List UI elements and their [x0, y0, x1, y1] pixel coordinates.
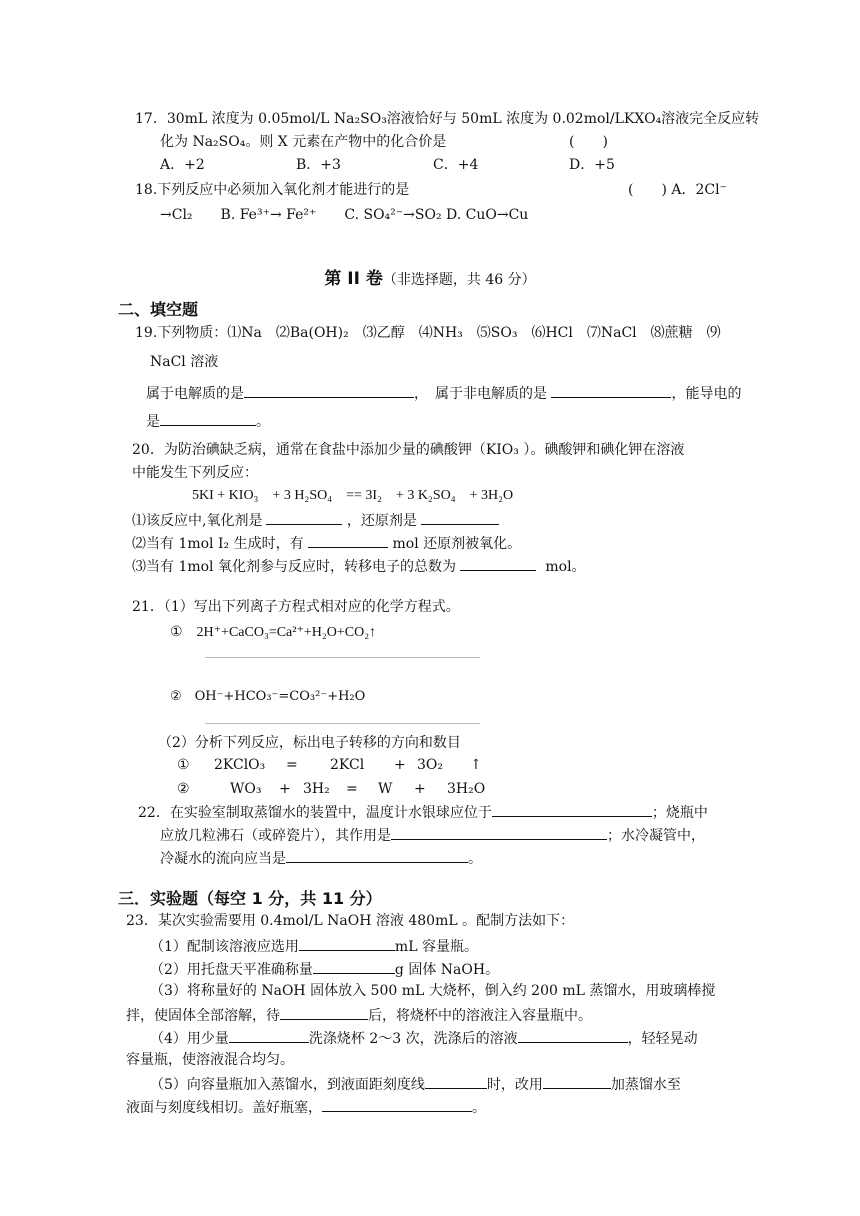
q23-dropper-blank[interactable] — [543, 1074, 611, 1089]
q23-step3-label: 拌，使固体全部溶解，待 — [126, 1008, 280, 1024]
q21-r1-product2: 3O₂ — [417, 757, 443, 773]
q18-line2: →Cl₂ B. Fe³⁺→ Fe²⁺ C. SO₄²⁻→SO₂ D. CuO→Cu — [160, 207, 529, 223]
q23-step5-mid: 时，改用 — [486, 1077, 543, 1093]
q21-line1: 21．（1）写出下列离子方程式相对应的化学方程式。 — [132, 599, 460, 615]
q23-step5-line2-label: 液面与刻度线相切。盖好瓶塞， — [126, 1100, 322, 1116]
q23-line1: 23．某次实验需要用 0.4mol/L NaOH 溶液 480mL 。配制方法如下： — [126, 913, 575, 929]
q20-sub1 — [132, 510, 499, 530]
q20-reductant-label: ，还原剂是 — [346, 513, 417, 529]
q17-option-d: D．+5 — [569, 157, 615, 173]
q20-reductant-blank[interactable] — [421, 510, 499, 525]
q19-electrolyte-blank[interactable] — [244, 383, 414, 398]
q21-r2-plus2: + — [414, 781, 426, 797]
q21-r2-num: ② — [177, 781, 190, 797]
q21-r2-plus1: + — [279, 781, 291, 797]
q19-line4-end: 。 — [256, 414, 270, 430]
q20-oxidant-label: ⑴该反应中,氧化剂是 — [132, 513, 263, 529]
q19-line3 — [146, 383, 741, 403]
q21-r2-product1: W — [378, 781, 393, 797]
q22-boiling-chips-label: 应放几粒沸石（或碎瓷片），其作用是 — [160, 828, 391, 844]
q21-r2-reactant1: WO₃ — [230, 781, 262, 797]
q21-r1-equals: = — [286, 757, 298, 773]
q22-thermometer-label: 22．在实验室制取蒸馏水的装置中，温度计水银球应位于 — [138, 805, 492, 821]
q23-final-step-blank[interactable] — [322, 1097, 472, 1112]
q20-sub3 — [132, 556, 586, 576]
q21-eq2: ② OH⁻+HCO₃⁻=CO₃²⁻+H₂O — [170, 689, 366, 704]
part2-title-sub: （非选择题，共 46 分） — [382, 272, 536, 288]
q21-answer-line-1[interactable] — [205, 657, 480, 658]
q17-option-b: B．+3 — [296, 157, 341, 173]
q23-step4-end: ，轻轻晃动 — [627, 1031, 698, 1047]
q19-line2: NaCl 溶液 — [150, 354, 219, 370]
q23-distance-blank[interactable] — [425, 1074, 487, 1089]
q20-sub2 — [132, 533, 521, 553]
q23-step5-line2 — [126, 1097, 486, 1117]
q23-step1-label: （1）配制该溶液应选用 — [150, 939, 299, 955]
q23-step2-label: （2）用托盘天平准确称量 — [150, 962, 313, 978]
q23-step2-end: g 固体 NaOH。 — [394, 962, 500, 978]
q17-bracket: ( ) — [569, 134, 608, 150]
q23-step4-label: （4）用少量 — [150, 1031, 229, 1047]
q23-step3-line1: （3）将称量好的 NaOH 固体放入 500 mL 大烧杯，倒入约 200 mL 蒸馏水，用玻璃棒搅 — [150, 983, 716, 999]
q19-conductive-label: ，能导电的 — [671, 386, 742, 402]
q20-equation: 5KI + KIO₃ + 3 H₂SO₄ == 3I₂ + 3 K₂SO₄ + 3H₂O — [192, 488, 514, 503]
q20-line1: 20．为防治碘缺乏病，通常在食盐中添加少量的碘酸钾（KIO₃ ）。碘酸钾和碘化钾在溶液 — [132, 442, 685, 458]
q22-line2-end: ；水冷凝管中， — [607, 828, 705, 844]
q17-line2: 化为 Na₂SO₄。则 X 元素在产物中的化合价是 — [160, 134, 447, 150]
q19-line1: 19.下列物质：⑴Na ⑵Ba(OH)₂ ⑶乙醇 ⑷NH₃ ⑸SO₃ ⑹HCl ⑺NaCl ⑻蔗糖 ⑼ — [135, 325, 721, 341]
q23-wash-liquid-blank[interactable] — [229, 1028, 309, 1043]
q22-flow-label: 冷凝水的流向应当是 — [160, 851, 286, 867]
q18-line1: 18.下列反应中必须加入氧化剂才能进行的是 — [135, 182, 410, 198]
q23-step4-mid: 洗涤烧杯 2～3 次，洗涤后的溶液 — [308, 1031, 518, 1047]
q17-option-c: C．+4 — [433, 157, 479, 173]
q23-step1 — [150, 936, 478, 956]
q23-step5-end: 加蒸馏水至 — [610, 1077, 681, 1093]
part2-title — [0, 264, 860, 289]
q17-option-a: A．+2 — [160, 157, 205, 173]
q19-line4-prefix: 是 — [146, 414, 160, 430]
q20-sub3-label: ⑶当有 1mol 氧化剂参与反应时，转移电子的总数为 — [132, 559, 456, 575]
q20-moles-blank[interactable] — [308, 533, 388, 548]
q22-line1-end: ；烧瓶中 — [651, 805, 708, 821]
q23-cooling-blank[interactable] — [280, 1005, 368, 1020]
q17-line1: 17．30mL 浓度为 0.05mol/L Na₂SO₃溶液恰好与 50mL 浓度为 0.02mol/LKXO₄溶液完全反应转 — [135, 111, 760, 127]
q21-r1-plus: + — [394, 757, 406, 773]
q23-wash-solution-blank[interactable] — [518, 1028, 628, 1043]
q21-r2-product2: 3H₂O — [447, 781, 486, 797]
q21-r1-gas-arrow: ↑ — [470, 757, 482, 773]
q21-sub2: （2）分析下列反应，标出电子转移的方向和数目 — [158, 735, 461, 751]
q21-r2-equals: = — [346, 781, 358, 797]
q23-mass-blank[interactable] — [313, 959, 395, 974]
q22-boiling-chips-blank[interactable] — [391, 825, 607, 840]
q20-sub2-end: mol 还原剂被氧化。 — [392, 536, 522, 552]
section-experiment-heading: 三．实验题（每空 1 分，共 11 分） — [118, 889, 382, 908]
q19-electrolyte-label: 属于电解质的是 — [146, 386, 244, 402]
q21-r1-num: ① — [177, 757, 190, 773]
q23-step2 — [150, 959, 499, 979]
q21-eq1: ① 2H⁺+CaCO₃=Ca²⁺+H₂O+CO₂↑ — [170, 625, 377, 640]
part2-title-main: 第 II 卷 — [324, 269, 383, 289]
q23-step5-line2-end: 。 — [472, 1100, 486, 1116]
q23-step5-line1 — [150, 1074, 681, 1094]
q19-nonelectrolyte-label: ， 属于非电解质的是 — [414, 386, 547, 402]
q18-bracket: ( ) A．2Cl⁻ — [628, 182, 727, 198]
q22-thermometer-blank[interactable] — [492, 802, 652, 817]
q23-flask-volume-blank[interactable] — [299, 936, 395, 951]
q23-step4-line1 — [150, 1028, 698, 1048]
q20-sub2-label: ⑵当有 1mol I₂ 生成时，有 — [132, 536, 304, 552]
q19-nonelectrolyte-blank[interactable] — [551, 383, 671, 398]
q20-line2: 中能发生下列反应： — [132, 465, 258, 481]
q22-line1 — [138, 802, 708, 822]
q23-step4-line2: 容量瓶，使溶液混合均匀。 — [126, 1052, 294, 1068]
q21-answer-line-2[interactable] — [205, 723, 480, 724]
q23-step1-end: mL 容量瓶。 — [394, 939, 478, 955]
q22-line3-end: 。 — [468, 851, 482, 867]
q20-oxidant-blank[interactable] — [266, 510, 342, 525]
section-fill-blank-heading: 二、填空题 — [118, 300, 199, 319]
q23-step5-label: （5）向容量瓶加入蒸馏水，到液面距刻度线 — [150, 1077, 425, 1093]
q20-electrons-blank[interactable] — [460, 556, 536, 571]
q21-r2-reactant2: 3H₂ — [303, 781, 330, 797]
q21-r1-product1: 2KCl — [330, 757, 365, 773]
q22-line3 — [160, 848, 482, 868]
q23-step3-line2 — [126, 1005, 592, 1025]
q20-sub3-end: mol。 — [545, 559, 586, 575]
q22-flow-blank[interactable] — [286, 848, 468, 863]
q23-step3-end: 后，将烧杯中的溶液注入容量瓶中。 — [368, 1008, 592, 1024]
q22-line2 — [160, 825, 705, 845]
q19-line4 — [146, 411, 270, 431]
q19-conductive-blank[interactable] — [160, 411, 256, 426]
q21-r1-reactant: 2KClO₃ — [214, 757, 266, 773]
